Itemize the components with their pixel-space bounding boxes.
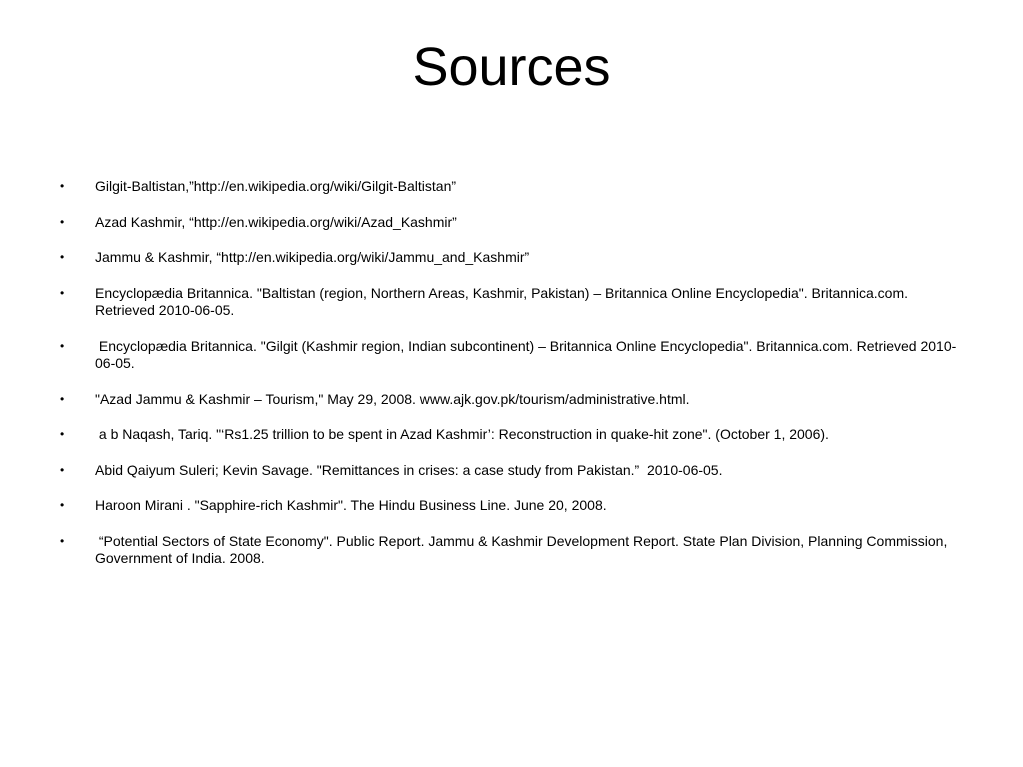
source-text: “Potential Sectors of State Economy". Public Report. Jammu & Kashmir Development Report. State Plan Division, Planning Commission, Government of India. 2008. — [95, 532, 952, 566]
source-item — [60, 533, 960, 568]
bullet-icon: • — [60, 391, 65, 406]
source-text: "Azad Jammu & Kashmir – Tourism," May 29, 2008. www.ajk.gov.pk/tourism/administrative.html. — [95, 390, 690, 407]
bullet-icon: • — [60, 338, 65, 353]
bullet-icon: • — [60, 427, 65, 441]
source-item — [60, 426, 960, 444]
source-item — [60, 214, 960, 232]
source-text: a b Naqash, Tariq. "‘Rs1.25 trillion to be spent in Azad Kashmir’: Reconstruction in quake-hit zone". (October 1, 2006). — [95, 426, 829, 442]
bullet-icon: • — [60, 214, 65, 229]
bullet-icon: • — [60, 462, 65, 477]
source-item — [60, 178, 960, 196]
source-item — [60, 285, 960, 320]
source-item — [60, 249, 960, 267]
bullet-icon: • — [60, 179, 65, 193]
source-item — [60, 497, 960, 515]
sources-list — [60, 178, 960, 586]
source-text: Encyclopædia Britannica. "Baltistan (region, Northern Areas, Kashmir, Pakistan) – Britannica Online Encyclopedia". Britannica.com. Retrieved 2010-06-05. — [95, 284, 912, 318]
slide-title: Sources — [412, 37, 611, 97]
bullet-icon: • — [60, 250, 65, 264]
bullet-icon: • — [60, 533, 65, 548]
bullet-icon: • — [60, 285, 65, 300]
source-text: Gilgit-Baltistan,”http://en.wikipedia.org/wiki/Gilgit-Baltistan” — [95, 178, 457, 194]
source-text: Azad Kashmir, “http://en.wikipedia.org/wiki/Azad_Kashmir” — [95, 213, 457, 230]
bullet-icon: • — [60, 498, 65, 512]
source-text: Haroon Mirani . "Sapphire-rich Kashmir". The Hindu Business Line. June 20, 2008. — [95, 497, 607, 513]
source-text: Abid Qaiyum Suleri; Kevin Savage. "Remittances in crises: a case study from Pakistan.” 2010-06-05. — [95, 461, 723, 478]
source-text: Encyclopædia Britannica. "Gilgit (Kashmir region, Indian subcontinent) – Britannica Online Encyclopedia". Britannica.com. Retrieved 2010-06-05. — [95, 337, 957, 371]
source-item — [60, 338, 960, 373]
source-text: Jammu & Kashmir, “http://en.wikipedia.org/wiki/Jammu_and_Kashmir” — [95, 249, 530, 265]
source-item — [60, 391, 960, 409]
source-item — [60, 462, 960, 480]
